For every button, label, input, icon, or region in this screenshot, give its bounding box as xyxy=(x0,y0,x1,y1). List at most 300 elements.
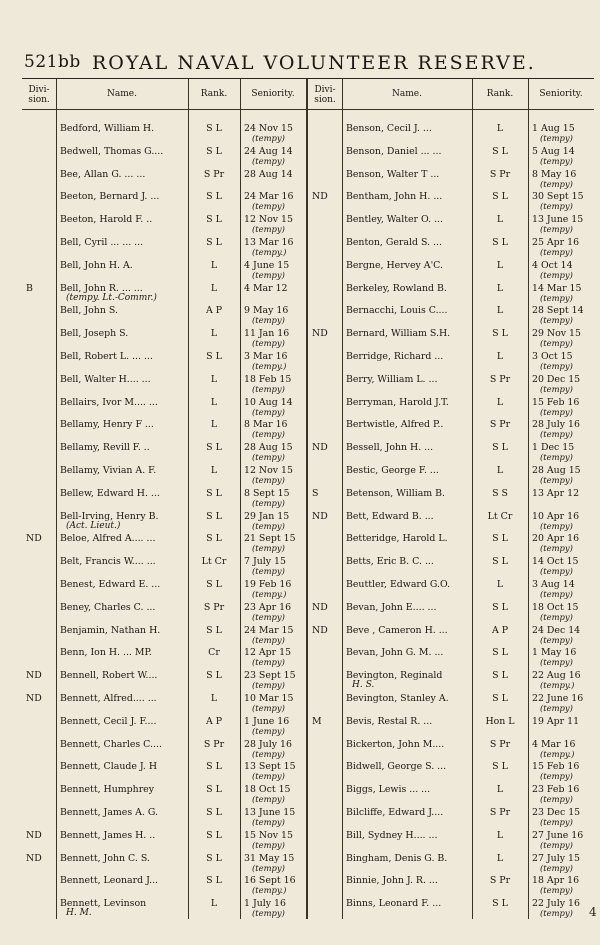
seniority-date: 8 Mar 16 xyxy=(244,419,288,431)
officer-name: Benton, Gerald S. ... xyxy=(346,237,442,248)
division-code: ND xyxy=(26,829,42,841)
col-name-left: Name. xyxy=(107,89,137,99)
tempy-qualifier: (tempy) xyxy=(540,817,573,827)
tempy-qualifier: (tempy) xyxy=(540,429,573,440)
rank: S Pr xyxy=(489,875,511,887)
header-rule xyxy=(22,109,594,110)
tempy-qualifier: (tempy) xyxy=(252,634,285,645)
seniority-date: 5 Aug 14 xyxy=(532,145,575,157)
tempy-qualifier: (tempy) xyxy=(252,908,285,919)
seniority-date: 8 Sept 15 xyxy=(244,487,290,499)
seniority-date: 28 Aug 14 xyxy=(244,168,293,180)
table-row xyxy=(22,351,594,375)
tempy-qualifier: (tempy) xyxy=(540,862,573,873)
seniority-date: 11 Jan 16 xyxy=(244,328,290,340)
rank: S L xyxy=(492,145,508,157)
seniority-date: 10 Mar 15 xyxy=(244,693,294,704)
division-code: ND xyxy=(312,510,328,522)
officer-name: Beney, Charles C. ... xyxy=(60,601,156,613)
seniority-date: 13 June 15 xyxy=(244,807,296,818)
division-code: ND xyxy=(26,533,42,545)
officer-name: Bett, Edward B. ... xyxy=(346,510,434,522)
rank: S L xyxy=(206,191,222,203)
seniority-date: 24 Nov 15 xyxy=(244,123,293,134)
officer-name: Bidwell, George S. ... xyxy=(346,761,447,773)
rank: L xyxy=(496,852,504,864)
tempy-qualifier: (tempy) xyxy=(252,452,285,463)
tempy-qualifier: (tempy) xyxy=(252,611,285,622)
seniority-date: 4 Mar 12 xyxy=(244,282,288,294)
officer-name: Betts, Eric B. C. ... xyxy=(346,556,434,568)
seniority-date: 28 Aug 15 xyxy=(244,442,293,454)
tempy-qualifier: (tempy) xyxy=(540,406,573,417)
officer-name: Bennett, Levinson xyxy=(60,898,147,910)
officer-name: Benson, Cecil J. ... xyxy=(346,123,432,134)
tempy-qualifier: (tempy) xyxy=(540,794,573,805)
rank: L xyxy=(496,305,504,317)
rank: S L xyxy=(206,351,222,362)
seniority-date: 28 Aug 15 xyxy=(532,465,581,476)
officer-name: Benjamin, Nathan H. xyxy=(60,624,161,636)
officer-name: Bellairs, Ivor M.... ... xyxy=(60,396,158,408)
page-title: ROYAL NAVAL VOLUNTEER RESERVE. xyxy=(92,52,536,74)
rank: Hon L xyxy=(485,715,515,727)
rank: L xyxy=(210,259,218,271)
rank: L xyxy=(496,282,504,294)
officer-name: Bell, Walter H.... ... xyxy=(60,373,151,385)
rank: S Pr xyxy=(203,168,225,180)
rank: S L xyxy=(206,579,222,590)
officer-name: Beeton, Harold F. .. xyxy=(60,214,153,226)
seniority-date: 25 Apr 16 xyxy=(532,237,580,248)
seniority-date: 10 Apr 16 xyxy=(532,510,580,522)
seniority-date: 7 July 15 xyxy=(244,556,286,568)
seniority-date: 1 June 16 xyxy=(244,715,290,727)
tempy-qualifier: (tempy) xyxy=(252,566,285,577)
tempy-qualifier: (tempy) xyxy=(540,383,573,394)
seniority-date: 23 Sept 15 xyxy=(244,670,296,682)
officer-name: Bedford, William H. xyxy=(60,123,155,134)
rank: S Pr xyxy=(489,738,511,750)
seniority-date: 28 Sept 14 xyxy=(532,305,584,317)
rank: S L xyxy=(206,624,222,636)
tempy-qualifier: (tempy.) xyxy=(252,885,287,896)
seniority-date: 23 Apr 16 xyxy=(244,601,292,613)
table-row xyxy=(22,214,594,238)
seniority-date: 12 Nov 15 xyxy=(244,214,293,226)
tempy-qualifier: (tempy) xyxy=(540,315,573,326)
officer-name: Bennett, Cecil J. F.... xyxy=(60,715,157,727)
tempy-qualifier: (tempy) xyxy=(540,338,573,349)
tempy-qualifier: (tempy) xyxy=(540,155,573,166)
division-code: ND xyxy=(312,442,328,454)
seniority-date: 1 May 16 xyxy=(532,647,577,659)
rank: S Pr xyxy=(489,807,511,818)
seniority-date: 1 Aug 15 xyxy=(532,123,575,134)
tempy-qualifier: (tempy) xyxy=(252,383,285,394)
officer-name: Bevington, Stanley A. xyxy=(346,693,449,704)
tempy-qualifier: (tempy) xyxy=(540,224,573,235)
rank: S L xyxy=(492,442,508,454)
officer-name: Bennell, Robert W.... xyxy=(60,670,158,682)
seniority-date: 15 Nov 15 xyxy=(244,829,293,841)
tempy-qualifier: (tempy) xyxy=(540,475,573,485)
seniority-date: 18 Oct 15 xyxy=(244,784,291,796)
seniority-date: 20 Dec 15 xyxy=(532,373,581,385)
rank: S L xyxy=(206,807,222,818)
tempy-qualifier: (tempy) xyxy=(252,315,285,326)
table-row xyxy=(22,374,594,398)
seniority-date: 18 Feb 15 xyxy=(244,373,292,385)
tempy-qualifier: (tempy) xyxy=(252,839,285,850)
tempy-qualifier: (tempy) xyxy=(252,497,285,508)
table-row xyxy=(22,853,594,877)
rank: S L xyxy=(206,875,222,887)
rank: S L xyxy=(206,237,222,248)
tempy-qualifier: (tempy) xyxy=(252,543,285,554)
table-row xyxy=(22,716,594,740)
officer-name: Bevan, John E.... ... xyxy=(346,601,437,613)
rank: L xyxy=(496,123,504,134)
seniority-date: 1 Dec 15 xyxy=(532,442,575,454)
rank: S Pr xyxy=(489,373,511,385)
table-row xyxy=(22,237,594,261)
officer-name: Binns, Leonard F. ... xyxy=(346,898,442,910)
rank: L xyxy=(496,214,504,226)
rank: S L xyxy=(206,487,222,499)
officer-name: Beuttler, Edward G.O. xyxy=(346,579,451,590)
rank: L xyxy=(496,829,504,841)
seniority-date: 29 Nov 15 xyxy=(532,328,581,340)
officer-name: Berridge, Richard ... xyxy=(346,351,444,362)
officer-name: Bellamy, Revill F. .. xyxy=(60,442,150,454)
tempy-qualifier: (tempy.) xyxy=(252,247,287,257)
name-note: H. M. xyxy=(66,908,92,919)
tempy-qualifier: (tempy) xyxy=(540,611,573,622)
col-rank-right: Rank. xyxy=(486,89,514,99)
table-row xyxy=(22,625,594,649)
seniority-date: 29 Jan 15 xyxy=(244,510,290,522)
col-division-left: Divi- sion. xyxy=(28,85,50,105)
rank: Cr xyxy=(208,647,220,659)
tempy-qualifier: (tempy) xyxy=(252,224,285,235)
rank: S L xyxy=(492,601,508,613)
seniority-date: 23 Dec 15 xyxy=(532,807,581,818)
rank: S L xyxy=(206,761,222,773)
table-row xyxy=(22,191,594,215)
tempy-qualifier: (tempy) xyxy=(540,520,573,531)
rank: L xyxy=(496,351,504,362)
seniority-date: 14 Mar 15 xyxy=(532,282,582,294)
tempy-qualifier: (tempy) xyxy=(252,657,285,668)
tempy-qualifier: (tempy.) xyxy=(540,748,575,759)
rank: S L xyxy=(492,670,508,682)
officer-name: Bell, Cyril ... ... ... xyxy=(60,237,144,248)
name-note: H. S. xyxy=(352,680,375,691)
seniority-date: 24 Mar 15 xyxy=(244,624,294,636)
seniority-date: 24 Aug 14 xyxy=(244,145,293,157)
officer-name: Bennett, Claude J. H xyxy=(60,761,158,773)
tempy-qualifier: (tempy) xyxy=(540,657,573,668)
rank: L xyxy=(210,328,218,340)
col-name-right: Name. xyxy=(392,89,422,99)
rank: A P xyxy=(205,715,223,727)
tempy-qualifier: (tempy) xyxy=(252,269,285,280)
tempy-qualifier: (tempy) xyxy=(540,269,573,280)
tempy-qualifier: (tempy) xyxy=(252,794,285,805)
division-code: ND xyxy=(26,693,42,704)
table-row xyxy=(22,761,594,785)
officer-name: Bilcliffe, Edward J.... xyxy=(346,807,444,818)
seniority-date: 14 Oct 15 xyxy=(532,556,579,568)
tempy-qualifier: (tempy) xyxy=(540,247,573,257)
tempy-qualifier: (tempy) xyxy=(540,178,573,189)
division-code: ND xyxy=(312,601,328,613)
rank: S L xyxy=(206,670,222,682)
tempy-qualifier: (tempy) xyxy=(540,452,573,463)
table-row xyxy=(22,465,594,489)
tempy-qualifier: (tempy) xyxy=(540,292,573,303)
officer-name: Bell, Robert L. ... ... xyxy=(60,351,153,362)
tempy-qualifier: (tempy.) xyxy=(252,361,287,371)
rank: L xyxy=(210,282,218,294)
table-row xyxy=(22,739,594,763)
officer-name: Beve , Cameron H. ... xyxy=(346,624,448,636)
table-row xyxy=(22,328,594,352)
officer-name: Benn, Ion H. ... MP. xyxy=(60,647,152,659)
tempy-qualifier: (tempy) xyxy=(252,338,285,349)
officer-name: Bedwell, Thomas G.... xyxy=(60,145,164,157)
tempy-qualifier: (tempy) xyxy=(540,703,573,713)
tempy-qualifier: (tempy) xyxy=(252,429,285,440)
table-row xyxy=(22,511,594,535)
officer-name: Bentham, John H. ... xyxy=(346,191,443,203)
table-row xyxy=(22,602,594,626)
tempy-qualifier: (tempy) xyxy=(540,839,573,850)
seniority-date: 18 Apr 16 xyxy=(532,875,580,887)
officer-name: Bennett, James A. G. xyxy=(60,807,158,818)
table-row xyxy=(22,169,594,193)
officer-name: Bellamy, Vivian A. F. xyxy=(60,465,157,476)
officer-name: Bergne, Hervey A'C. xyxy=(346,259,443,271)
rank: L xyxy=(210,465,218,476)
seniority-date: 22 June 16 xyxy=(532,693,584,704)
table-row xyxy=(22,123,594,147)
seniority-date: 13 Mar 16 xyxy=(244,237,294,248)
col-seniority-left: Seniority. xyxy=(251,89,295,99)
table-row xyxy=(22,807,594,831)
officer-name: Bertwistle, Alfred P.. xyxy=(346,419,444,431)
officer-name: Bingham, Denis G. B. xyxy=(346,852,448,864)
division-code: ND xyxy=(26,670,42,682)
rank: S L xyxy=(492,237,508,248)
table-row xyxy=(22,260,594,284)
officer-name: Berkeley, Rowland B. xyxy=(346,282,447,294)
rank: L xyxy=(496,259,504,271)
rank: S L xyxy=(206,145,222,157)
officer-name: Bell-Irving, Henry B. xyxy=(60,510,159,522)
rank: S L xyxy=(206,784,222,796)
seniority-date: 27 July 15 xyxy=(532,852,580,864)
seniority-date: 13 Apr 12 xyxy=(532,487,580,499)
table-row xyxy=(22,670,594,694)
division-code: ND xyxy=(312,624,328,636)
rank: S L xyxy=(206,214,222,226)
tempy-qualifier: (tempy) xyxy=(540,885,573,896)
rank: S Pr xyxy=(489,168,511,180)
rank: Lt Cr xyxy=(201,556,227,568)
table-row xyxy=(22,875,594,899)
officer-name: Bentley, Walter O. ... xyxy=(346,214,444,226)
officer-name: Bell, Joseph S. xyxy=(60,328,129,340)
tempy-qualifier: (tempy) xyxy=(252,133,285,143)
tempy-qualifier: (tempy) xyxy=(252,862,285,873)
rank: L xyxy=(210,396,218,408)
table-row xyxy=(22,556,594,580)
seniority-date: 13 Sept 15 xyxy=(244,761,296,773)
officer-name: Benson, Daniel ... ... xyxy=(346,145,442,157)
tempy-qualifier: (tempy) xyxy=(252,201,285,212)
rank: L xyxy=(496,465,504,476)
seniority-date: 10 Aug 14 xyxy=(244,396,293,408)
seniority-date: 8 May 16 xyxy=(532,168,577,180)
officer-name: Beloe, Alfred A.... ... xyxy=(60,533,156,545)
rank: L xyxy=(496,579,504,590)
officer-name: Beeton, Bernard J. ... xyxy=(60,191,160,203)
col-rank-left: Rank. xyxy=(200,89,228,99)
rank: S L xyxy=(206,442,222,454)
officer-name: Bennett, James H. .. xyxy=(60,829,156,841)
rank: A P xyxy=(491,624,509,636)
rank: L xyxy=(210,898,218,910)
officer-name: Bennett, Humphrey xyxy=(60,784,155,796)
rank: S L xyxy=(492,647,508,659)
officer-name: Biggs, Lewis ... ... xyxy=(346,784,431,796)
officer-list-table xyxy=(22,78,594,919)
officer-name: Bestic, George F. ... xyxy=(346,465,439,476)
tempy-qualifier: (tempy) xyxy=(252,817,285,827)
seniority-date: 31 May 15 xyxy=(244,852,295,864)
rank: S L xyxy=(206,533,222,545)
tempy-qualifier: (tempy) xyxy=(540,201,573,212)
division-code: M xyxy=(312,715,322,727)
seniority-date: 3 Aug 14 xyxy=(532,579,575,590)
tempy-qualifier: (tempy) xyxy=(540,771,573,782)
seniority-date: 24 Mar 16 xyxy=(244,191,294,203)
seniority-date: 27 June 16 xyxy=(532,829,584,841)
officer-name: Bennett, Leonard J... xyxy=(60,875,159,887)
table-row xyxy=(22,533,594,557)
seniority-date: 15 Feb 16 xyxy=(532,396,580,408)
rank: S L xyxy=(492,191,508,203)
officer-name: Bill, Sydney H.... ... xyxy=(346,829,438,841)
table-row xyxy=(22,283,594,307)
table-row xyxy=(22,693,594,717)
seniority-date: 13 June 15 xyxy=(532,214,584,226)
tempy-qualifier: (tempy) xyxy=(252,406,285,417)
seniority-date: 23 Feb 16 xyxy=(532,784,580,796)
rank: A P xyxy=(205,305,223,317)
table-row xyxy=(22,397,594,421)
officer-name: Bevis, Restal R. ... xyxy=(346,715,433,727)
tempy-qualifier: (tempy) xyxy=(540,361,573,371)
page-number: 521bb xyxy=(24,52,81,72)
rank: L xyxy=(210,419,218,431)
officer-name: Bellew, Edward H. ... xyxy=(60,487,160,499)
seniority-date: 19 Apr 11 xyxy=(532,715,580,727)
seniority-date: 15 Feb 16 xyxy=(532,761,580,773)
rank: S Pr xyxy=(203,601,225,613)
seniority-date: 24 Dec 14 xyxy=(532,624,581,636)
seniority-date: 3 Mar 16 xyxy=(244,351,288,362)
officer-name: Bevington, Reginald xyxy=(346,670,443,682)
seniority-date: 22 July 16 xyxy=(532,898,580,910)
rank: L xyxy=(496,396,504,408)
rank: S L xyxy=(492,693,508,704)
division-code: B xyxy=(26,282,33,294)
tempy-qualifier: (tempy) xyxy=(252,703,285,713)
col-seniority-right: Seniority. xyxy=(539,89,583,99)
seniority-date: 16 Sept 16 xyxy=(244,875,296,887)
page-header xyxy=(0,52,600,76)
tempy-qualifier: (tempy) xyxy=(252,155,285,166)
rank: S L xyxy=(206,852,222,864)
officer-name: Bickerton, John M.... xyxy=(346,738,445,750)
seniority-date: 30 Sept 15 xyxy=(532,191,584,203)
col-division-right: Divi- sion. xyxy=(314,85,336,105)
officer-name: Bell, John S. xyxy=(60,305,118,317)
rank: Lt Cr xyxy=(487,510,513,522)
rank: S L xyxy=(492,761,508,773)
seniority-date: 12 Apr 15 xyxy=(244,647,292,659)
officer-name: Berry, William L. ... xyxy=(346,373,438,385)
seniority-date: 20 Apr 16 xyxy=(532,533,580,545)
rank: S L xyxy=(492,556,508,568)
table-row xyxy=(22,830,594,854)
officer-name: Binnie, John J. R. ... xyxy=(346,875,438,887)
seniority-date: 21 Sept 15 xyxy=(244,533,296,545)
officer-name: Benson, Walter T ... xyxy=(346,168,440,180)
edge-mark: 4 xyxy=(589,905,597,919)
tempy-qualifier: (tempy) xyxy=(540,543,573,554)
seniority-date: 22 Aug 16 xyxy=(532,670,581,682)
tempy-qualifier: (tempy.) xyxy=(540,680,575,691)
tempy-qualifier: (tempy.) xyxy=(252,589,287,599)
division-code: S xyxy=(312,487,319,499)
name-note: (tempy. Lt.-Commr.) xyxy=(66,292,157,303)
seniority-date: 12 Nov 15 xyxy=(244,465,293,476)
tempy-qualifier: (tempy) xyxy=(252,520,285,531)
table-row xyxy=(22,305,594,329)
table-row xyxy=(22,579,594,603)
tempy-qualifier: (tempy) xyxy=(252,475,285,485)
tempy-qualifier: (tempy) xyxy=(540,566,573,577)
officer-name: Bernard, William S.H. xyxy=(346,328,451,340)
tempy-qualifier: (tempy) xyxy=(252,748,285,759)
officer-name: Bell, John R. ... ... xyxy=(60,282,143,294)
seniority-date: 28 July 16 xyxy=(532,419,580,431)
rank: S L xyxy=(492,328,508,340)
rank: L xyxy=(210,373,218,385)
officer-name: Betenson, William B. xyxy=(346,487,446,499)
seniority-date: 28 July 16 xyxy=(244,738,292,750)
tempy-qualifier: (tempy) xyxy=(252,725,285,736)
seniority-date: 4 June 15 xyxy=(244,259,290,271)
rank: S L xyxy=(492,898,508,910)
seniority-date: 9 May 16 xyxy=(244,305,289,317)
officer-name: Benest, Edward E. ... xyxy=(60,579,161,590)
table-row xyxy=(22,442,594,466)
